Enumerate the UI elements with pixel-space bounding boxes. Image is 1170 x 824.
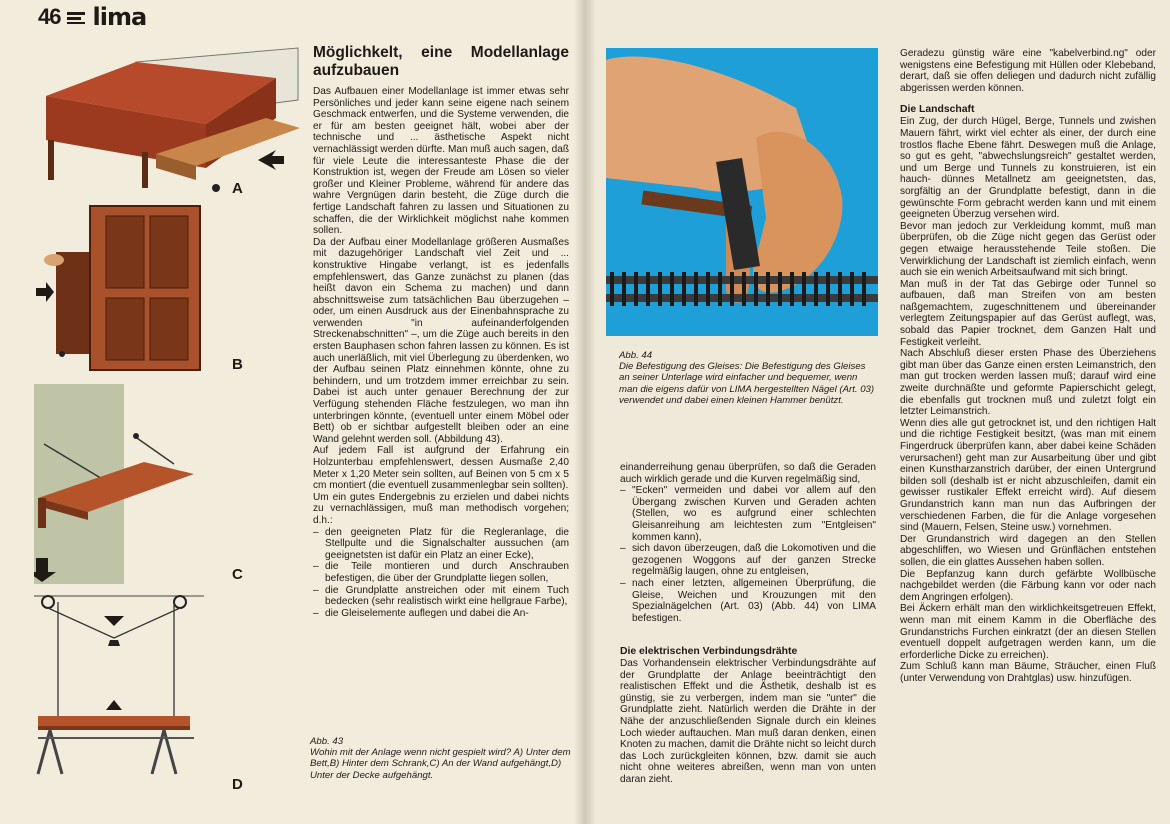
figure-44-caption — [619, 350, 877, 406]
list-item: – nach einer letzten, allgemeinen Überprüfung, die Gleise, Weichen und Krouzungen mit den Spezialnägelchen (Art. 03) (Abb. 44) von LIMA befestigen. — [620, 578, 876, 624]
page-header — [38, 4, 146, 30]
lima-logo-icon — [66, 9, 86, 25]
paragraph: Geradezu günstig wäre eine "kabelverbind​.ng" oder wenigstens eine Befestigung mit Hüllen oder Klebeband, derart, daß sie offen deliegen und dadurch nicht zufällig abgerissen werden können. — [900, 48, 1156, 94]
paragraph: Wenn dies alle gut getrocknet ist, und den richtigen Halt und die richtige Festigkeit besitzt, (was man mit einem Fingerdruck überprüfen kann, aber dabei keine Schäden verursachen!) geht man zur Ausarbeitung über und gibt einen Kunstharzanstrich darüber, der einen Untergrund bilden soll (deshalb ist er nicht abzuschleifen, damit ein gewisser rustikaler Effekt erreicht wird). Auf diesem Grundanstrich kann man nun das Aufbringen der verschiedenen Farben, die für die Anlage vorgesehen sind (Mauern, Felsen, Steine usw.) vornehmen. — [900, 417, 1156, 534]
list-item: – die Teile montieren und durch Anschrauben befestigen, die über der Grundplatte liegen sollen, — [313, 561, 569, 584]
paragraph: Der Grundanstrich wird dagegen an den Stellen abgeschliffen, wo Wiesen und Grünflächen entstehen sollen, die ein glattes Aussehen haben sollen. — [900, 533, 1156, 568]
middle-text-column-bottom — [620, 646, 876, 786]
caption-label: Abb. 44 — [619, 350, 653, 361]
book-gutter — [574, 0, 596, 824]
figure-d-ceiling — [34, 588, 204, 788]
brand-logo: lima — [92, 3, 147, 31]
paragraph: Das Aufbauen einer Modellanlage ist immer etwas sehr Persönliches und jeder kann seine eigene nach seinem Geschmack entwerfen, und die Systeme verwenden, die er für am besten geeignet hält, wobei aber der technische und ... ästhetische Aspekt nicht vernachlässigt werden dürfte. Man muß auch sagen, daß für viele Leute die interessanteste Phase die der Konstruktion ist, wegen der Freude am Lösen so vieler großer und Kleiner Probleme, während für andere das wahre Vergnügen darin besteht, die Züge durch die fertige Landschaft fahren zu lassen und Situationen zu schaffen, die der Wirklichkeit möglichst nahe kommen sollen. — [313, 86, 569, 237]
paragraph: Auf jedem Fall ist aufgrund der Erfahrung ein Holzunterbau empfehlenswert, dessen Ausmaße 2,40 Meter x 1,20 Meter sein sollten, auf Beinen von 5 cm x 5 cm montiert (die eventuell zusammenlegbar sein sollten). — [313, 445, 569, 492]
paragraph: Nach Abschluß dieser ersten Phase des Überziehens gibt man über das Ganze einen ersten Leimanstrich, den man gut trocken werden lassen muß; darauf wird eine zweite durchnäßte und geformte Papierschicht gelegt, die ebenfalls gut trocknen muß und zuletzt folgt ein letzter Leimanstrich. — [900, 348, 1156, 418]
figure-c-wall — [34, 384, 204, 584]
figure-b-cabinet — [34, 202, 204, 372]
section-heading: Die Landschaft — [900, 104, 975, 116]
paragraph: Zum Schluß kann man Bäume, Sträucher, einen Fluß (unter Verwendung von Drahtglas) usw. hinzufügen. — [900, 661, 1156, 684]
paragraph: Man muß in der Tat das Gebirge oder Tunnel so aufbauen, daß man Streifen von am besten naßgemachtem, zugeschnittenem und übereinander verlegtem Zeitungspapier auf das Gerüst auflegt, was, sobald das Papier trocknet, dem Ganzen Halt und Festigkeit verleiht. — [900, 278, 1156, 348]
list-item: – "Ecken" vermeiden und dabei vor allem auf den Übergang zwischen Kurven und Geraden achten (Stellen, wo es aufgrund einer schlechten Gleisanreihung am leichtesten zum "Entgleisen" kommen kann), — [620, 485, 876, 543]
section-heading: Die elektrischen Verbindungsdrähte — [620, 646, 798, 657]
paragraph: Bei Äckern erhält man den wirklichkeitsgetreuen Effekt, wenn man mit einem Kamm in die Oberfläche des Grundanstrichs Furchen einkratzt (der an diesen Stellen eventuell doppelt aufgetragen werden kann, um die erforderliche Dicke zu erreichen). — [900, 603, 1156, 661]
article-title: Möglichkelt, eine Modellanlage aufzubauen — [313, 44, 569, 79]
method-list — [313, 527, 569, 620]
figure-44-photo — [606, 48, 878, 336]
middle-text-column — [620, 462, 876, 624]
paragraph: Die Bepfanzug kann durch gefärbte Wollbüsche nachgebildet werden (die Färbung kann vor oder nach dem Angringen erfolgen). — [900, 568, 1156, 603]
paragraph: Ein Zug, der durch Hügel, Berge, Tunnels und zwishen Mauern fährt, wirkt viel echter als einer, der durch eine trostlos flache Ebene fährt. Deswegen muß die Anlage, so gut es geht, "abwechslungsreich" gestaltet werden, und um Berge und Tunnels zu konstruieren, ist ein hauch- dünnes Metallnetz am geeignetsten, das, sorgfältig an der Grundplatte befestigt, dann in die gewünschte Form gebracht werden kann und mit einem geeigneten Überzug versehen wird. — [900, 116, 1156, 221]
figure-letter-a: A — [232, 180, 243, 197]
figure-letter-d: D — [232, 776, 243, 793]
figure-43-caption — [310, 736, 572, 781]
right-text-column — [900, 48, 1156, 684]
left-text-column — [313, 44, 569, 619]
paragraph: einanderreihung genau überprüfen, so daß die Geraden auch wirklich gerade und die Kurven regelmäßig sind, — [620, 462, 876, 485]
figure-letter-c: C — [232, 566, 243, 583]
list-item: – den geeigneten Platz für die Regleranlage, die Stellpulte und die Signalschalter aussuchen (am geeignetsten ist dafür ein Platz an einer Ecke), — [313, 527, 569, 562]
list-item: – sich davon überzeugen, daß die Lokomotiven und die gezogenen Woggons auf der ganzen Strecke regelmäßig laugen, ohne zu entgleisen, — [620, 543, 876, 578]
paragraph: Da der Aufbau einer Modellanlage größeren Ausmaßes mit dazugehöriger Landschaft viel Zeit und ... konstruktive Hingabe verlangt, ist es jedenfalls empfehlenswert, das Ganze zunächst zu planen (das heißt davon ein Schema zu machen) und dann abschnittsweise zum tatsächlichen Bau überzugehen – oder, um einen Ausdruck aus der Einenbahnsprache zu verwenden "in aufeinanderfolgenden Streckenabschnitten" –, um die Züge auch bereits in den ersten Bauphasen schon fahren lassen zu können. Es ist auch unerläßlich, mit viel Überlegung zu überdenken, wo der Aufbau seinen Platz einnehmen könnte, ohne zu behindern, und um trotzdem immer erreichbar zu sein. Dabei ist auch unter genauer Berechnung der zur Verfügung stehenden Fläche festzulegen, wo man ihn unterbringen könnte, (eventuell unter einem Möbel oder Bett) ob er sichtbar aufgestellt bleiben oder an eine Wand gelehnt werden soll. (Abbildung 43). — [313, 236, 569, 445]
figure-a-bed — [36, 42, 300, 194]
page-number: 46 — [38, 4, 61, 29]
figure-letter-b: B — [232, 356, 243, 373]
list-item: – die Gleiselemente auflegen und dabei die An- — [313, 608, 569, 620]
caption-label: Abb. 43 — [310, 736, 344, 747]
track-list — [620, 485, 876, 624]
paragraph: Um ein gutes Endergebnis zu erzielen und dabei nichts zu vernachlässigen, muß man methodisch vorgehen; d.h.: — [313, 491, 569, 526]
paragraph: Bevor man jedoch zur Verkleidung kommt, muß man überprüfen, ob die Züge nicht gegen das Gerüst oder gegen etwaige herausstehende Teile stoßen. Die Verwirklichung der Landschaft ist ziemlich einfach, wenn auch sie ein wenich Arbeitsaufwand mit sich bringt. — [900, 220, 1156, 279]
list-item: – die Grundplatte anstreichen oder mit einem Tuch bedecken (sehr realistisch wirkt eine hellgraue Farbe), — [313, 585, 569, 608]
caption-text: Wohin mit der Anlage wenn nicht gespielt wird? A) Unter dem Bett,B) Hinter dem Schrank,C) An der Wand aufgehängt,D) Unter der Decke aufgehängt. — [310, 747, 571, 781]
caption-text: Die Befestigung des Gleises: Die Befestigung des Gleises an seiner Unterlage wird einfacher und bequemer, wenn man die eigens dafür von LIMA hergestellten Nägel (Art. 03) verwendet und dabei einen kleinen Hammer benützt. — [619, 361, 875, 406]
paragraph: Das Vorhandensein elektrischer Verbindungsdrähte auf der Grundplatte der Anlage beeinträchtigt den realistischen Effekt und die Ästhetik, deshalb ist es günstig, sie zu verbergen, indem man sie "unter" die Grundplatte zieht. Natürlich werden die Drähte in der Nähe der anzuschließenden Signale durch ein kleines Loch wieder auftauchen. Man muß daran denken, einen Knoten zu machen, damit die Drähte nicht so leicht durch das Loch zurückgleiten können, bzw. damit sie auch nicht ohne weiteres abreißen, wenn man von unten daran zieht. — [620, 658, 876, 785]
